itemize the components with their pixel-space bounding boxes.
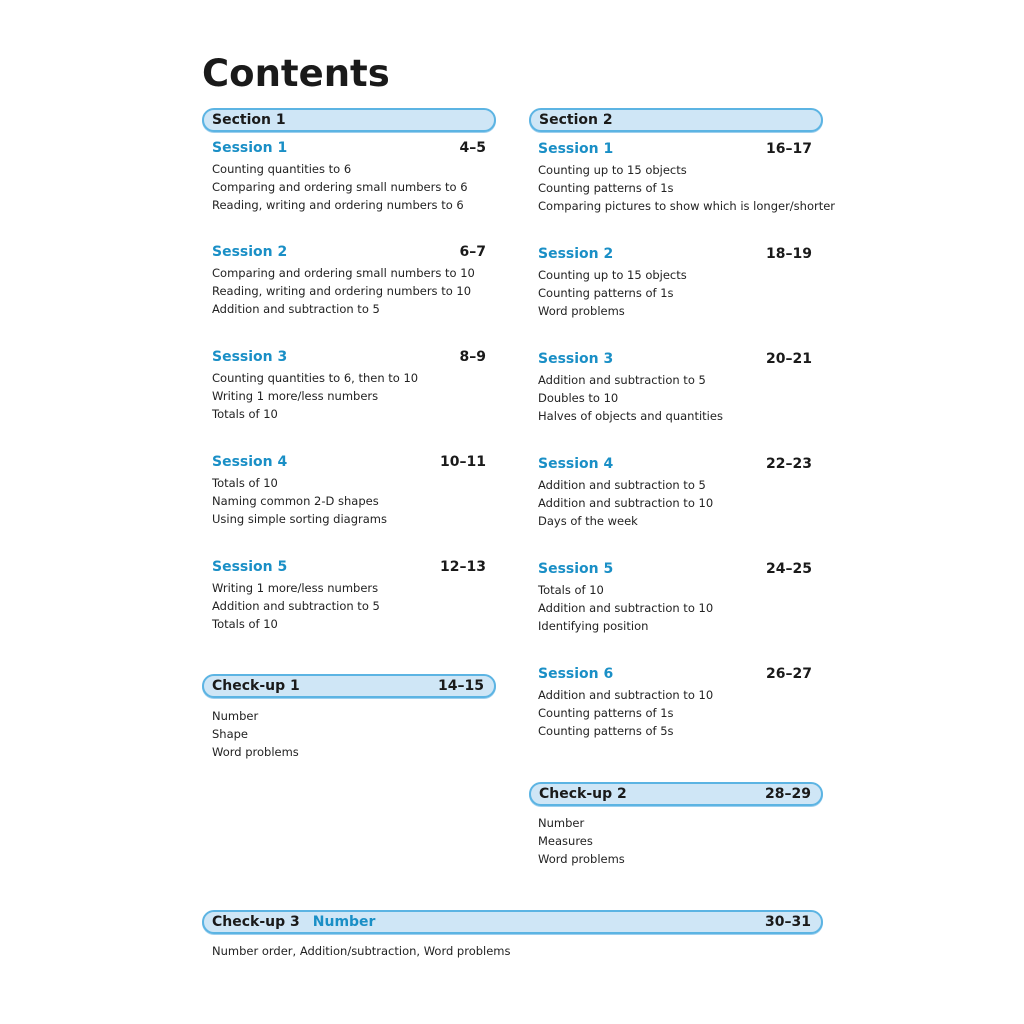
session-name: Session 6 — [538, 666, 614, 682]
session-topic: Counting patterns of 5s — [538, 724, 674, 738]
session-topic: Identifying position — [538, 619, 649, 633]
session-topic: Addition and subtraction to 10 — [538, 688, 714, 702]
section-1-label: Section 1 — [212, 112, 286, 128]
checkup-1-label: Check-up 1 — [212, 678, 300, 694]
checkup-topic: Number — [538, 816, 585, 830]
session-topic: Totals of 10 — [538, 583, 604, 597]
session-name: Session 4 — [212, 454, 288, 470]
session-name: Session 3 — [212, 349, 288, 365]
session-pages: 10–11 — [440, 454, 486, 470]
session-topic: Comparing and ordering small numbers to 10 — [212, 266, 475, 280]
section-1-session-2[interactable] — [212, 244, 486, 318]
session-pages: 16–17 — [766, 141, 812, 157]
session-topic: Naming common 2-D shapes — [212, 494, 379, 508]
section-1-session-3[interactable] — [212, 349, 486, 423]
session-topic: Counting patterns of 1s — [538, 706, 674, 720]
section-2-session-4[interactable] — [538, 456, 812, 530]
session-pages: 24–25 — [766, 561, 812, 577]
session-topic: Counting patterns of 1s — [538, 181, 674, 195]
checkup-1-topics — [212, 707, 299, 761]
session-name: Session 2 — [538, 246, 614, 262]
session-name: Session 5 — [212, 559, 288, 575]
session-topic: Reading, writing and ordering numbers to 10 — [212, 284, 472, 298]
checkup-topic: Number order, Addition/subtraction, Word problems — [212, 944, 511, 958]
session-topic: Addition and subtraction to 5 — [212, 599, 380, 613]
checkup-3-topics — [212, 942, 511, 960]
session-pages: 26–27 — [766, 666, 812, 682]
section-2-header — [529, 108, 823, 132]
section-1-header — [202, 108, 496, 132]
checkup-3-label: Check-up 3 — [212, 914, 300, 930]
session-topic: Using simple sorting diagrams — [212, 512, 387, 526]
session-topic: Totals of 10 — [212, 476, 278, 490]
session-topic: Addition and subtraction to 10 — [538, 601, 714, 615]
checkup-2-pages: 28–29 — [765, 786, 811, 802]
session-pages: 12–13 — [440, 559, 486, 575]
session-topic: Counting patterns of 1s — [538, 286, 674, 300]
session-topic: Writing 1 more/less numbers — [212, 581, 379, 595]
section-2-session-5[interactable] — [538, 561, 812, 635]
checkup-topic: Word problems — [212, 745, 299, 759]
section-1-session-5[interactable] — [212, 559, 486, 633]
checkup-topic: Measures — [538, 834, 593, 848]
session-topic: Comparing pictures to show which is longer/shorter — [538, 199, 836, 213]
checkup-1-header[interactable] — [202, 674, 496, 698]
session-pages: 8–9 — [459, 349, 486, 365]
session-topic: Reading, writing and ordering numbers to 6 — [212, 198, 464, 212]
checkup-2-topics — [538, 814, 625, 868]
session-topic: Counting up to 15 objects — [538, 268, 687, 282]
session-pages: 22–23 — [766, 456, 812, 472]
section-2-session-1[interactable] — [538, 141, 836, 215]
session-topic: Addition and subtraction to 5 — [538, 373, 706, 387]
session-topic: Addition and subtraction to 10 — [538, 496, 714, 510]
section-2-session-6[interactable] — [538, 666, 812, 740]
checkup-3-pages: 30–31 — [765, 914, 811, 930]
session-name: Session 3 — [538, 351, 614, 367]
session-topic: Counting quantities to 6 — [212, 162, 352, 176]
session-topic: Comparing and ordering small numbers to 6 — [212, 180, 468, 194]
session-topic: Counting up to 15 objects — [538, 163, 687, 177]
session-topic: Counting quantities to 6, then to 10 — [212, 371, 419, 385]
session-topic: Totals of 10 — [212, 617, 278, 631]
section-1-session-4[interactable] — [212, 454, 486, 528]
session-topic: Word problems — [538, 304, 625, 318]
section-2-session-2[interactable] — [538, 246, 812, 320]
session-pages: 20–21 — [766, 351, 812, 367]
session-pages: 18–19 — [766, 246, 812, 262]
section-2-session-3[interactable] — [538, 351, 812, 425]
session-topic: Days of the week — [538, 514, 638, 528]
section-1-session-1[interactable] — [212, 140, 486, 214]
session-topic: Addition and subtraction to 5 — [212, 302, 380, 316]
checkup-3-subject: Number — [312, 914, 376, 930]
checkup-topic: Number — [212, 709, 259, 723]
checkup-1-pages: 14–15 — [438, 678, 484, 694]
session-name: Session 4 — [538, 456, 614, 472]
session-name: Session 5 — [538, 561, 614, 577]
section-2-label: Section 2 — [539, 112, 613, 128]
checkup-3-title — [212, 914, 375, 930]
checkup-2-label: Check-up 2 — [539, 786, 627, 802]
checkup-3-header[interactable] — [202, 910, 823, 934]
session-topic: Totals of 10 — [212, 407, 278, 421]
session-topic: Writing 1 more/less numbers — [212, 389, 379, 403]
session-name: Session 2 — [212, 244, 288, 260]
checkup-topic: Shape — [212, 727, 249, 741]
session-name: Session 1 — [538, 141, 614, 157]
session-name: Session 1 — [212, 140, 288, 156]
session-topic: Addition and subtraction to 5 — [538, 478, 706, 492]
checkup-2-header[interactable] — [529, 782, 823, 806]
session-topic: Doubles to 10 — [538, 391, 619, 405]
checkup-topic: Word problems — [538, 852, 625, 866]
session-pages: 4–5 — [459, 140, 486, 156]
session-pages: 6–7 — [459, 244, 486, 260]
session-topic: Halves of objects and quantities — [538, 409, 723, 423]
page-title: Contents — [202, 52, 390, 95]
